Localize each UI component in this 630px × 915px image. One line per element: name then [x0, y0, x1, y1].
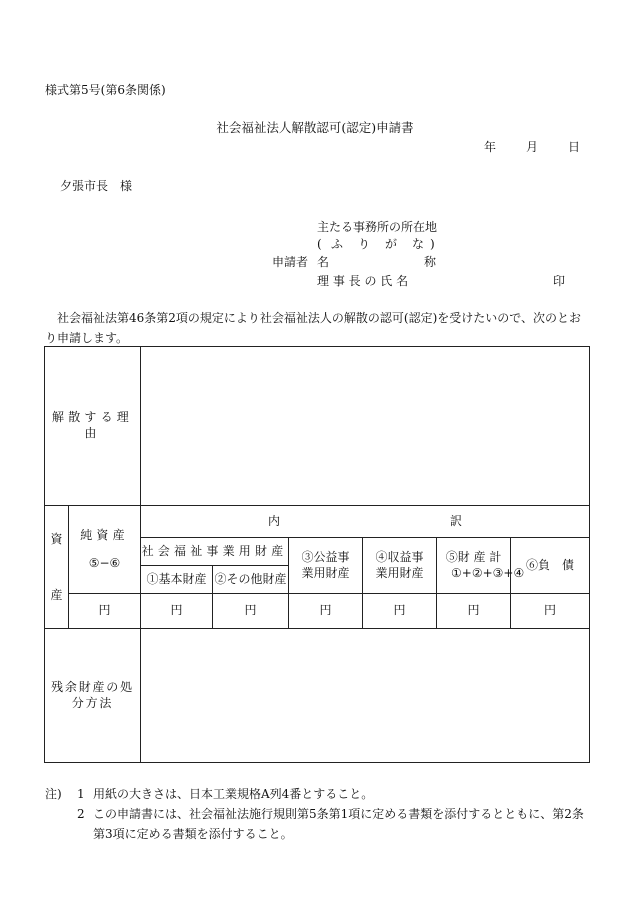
note-text: この申請書には、社会福祉法施行規則第5条第1項に定める書類を添付するとともに、第2条第3項に定める書類を添付すること。 — [93, 807, 584, 841]
note-text: 用紙の大きさは、日本工業規格A列4番とすること。 — [93, 787, 374, 801]
public-assets-label: ③公益事業用財産 — [289, 538, 363, 594]
note-number: 2 — [77, 807, 85, 821]
social-welfare-assets-label: 社会福祉事業用財産 — [141, 538, 289, 566]
dissolution-reason-label: 解散する理由 — [45, 347, 141, 506]
public-assets-amount[interactable]: 円 — [289, 594, 363, 629]
net-assets-formula: ⑤−⑥ — [88, 555, 121, 570]
application-statement: 社会福祉法第46条第2項の規定により社会福祉法人の解散の認可(認定)を受けたいので、次のとおり申請します。 — [45, 311, 582, 345]
date-month: 月 — [526, 140, 539, 154]
addressee: 夕張市長 様 — [60, 179, 133, 193]
document-title: 社会福祉法人解散認可(認定)申請書 — [216, 120, 414, 135]
liabilities-amount[interactable]: 円 — [511, 594, 590, 629]
name-label-part: 称 — [424, 255, 437, 269]
total-formula: ①+②+③+④ — [451, 565, 525, 580]
date-line — [484, 141, 580, 153]
total-assets-label: ⑤財 産 計 ①+②+③+④ — [437, 538, 511, 594]
net-assets-amount[interactable]: 円 — [69, 594, 141, 629]
basic-assets-label: ①基本財産 — [141, 566, 213, 594]
note-number: 1 — [77, 787, 85, 801]
furigana-char: り — [358, 237, 371, 251]
dissolution-reason-field[interactable] — [141, 347, 590, 506]
net-assets-label: 純資産 ⑤−⑥ — [69, 506, 141, 594]
furigana-char: な — [412, 237, 425, 251]
furigana-char: ふ — [331, 237, 344, 251]
office-address-label: 主たる事務所の所在地 — [317, 220, 438, 234]
residual-disposal-field[interactable] — [141, 629, 590, 763]
other-assets-amount[interactable]: 円 — [213, 594, 289, 629]
applicant-label: 申請者 — [272, 255, 309, 269]
form-number: 様式第5号(第6条関係) — [45, 83, 166, 97]
profit-assets-amount[interactable]: 円 — [363, 594, 437, 629]
profit-assets-label: ④収益事業用財産 — [363, 538, 437, 594]
seal-mark: 印 — [553, 274, 566, 288]
furigana-char: ) — [430, 237, 435, 251]
note-item — [45, 784, 590, 804]
note-item — [45, 804, 590, 844]
application-table — [44, 346, 590, 763]
residual-disposal-label: 残余財産の処分方法 — [45, 629, 141, 763]
name-label-part: 名 — [317, 255, 330, 269]
assets-label: 資 産 — [45, 506, 69, 629]
basic-assets-amount[interactable]: 円 — [141, 594, 213, 629]
other-assets-label: ②その他財産 — [213, 566, 289, 594]
breakdown-header: 内 訳 — [141, 506, 590, 538]
notes — [45, 784, 590, 844]
date-year: 年 — [484, 140, 497, 154]
total-assets-amount[interactable]: 円 — [437, 594, 511, 629]
director-name-label: 理 事 長 の 氏 名 — [317, 274, 409, 288]
furigana-char: ( — [317, 237, 322, 251]
furigana-char: が — [385, 237, 398, 251]
liabilities-label: ⑥負 債 — [511, 538, 590, 594]
notes-label: 注) — [45, 787, 62, 801]
date-day: 日 — [568, 140, 581, 154]
